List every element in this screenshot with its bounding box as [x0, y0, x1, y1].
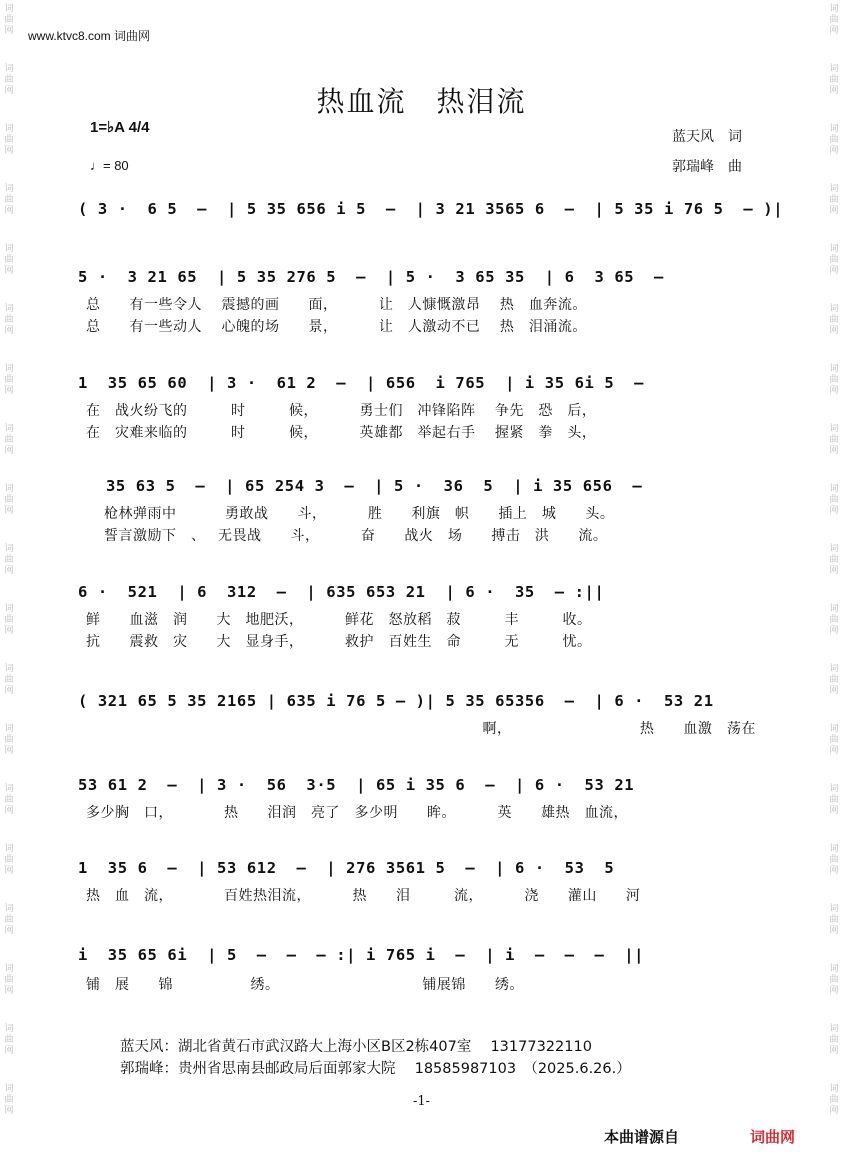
- watermark-glyph: 曲: [4, 375, 14, 385]
- watermark-glyph: 曲: [4, 1035, 14, 1045]
- watermark-glyph: 网: [829, 146, 839, 156]
- watermark-glyph: 词: [829, 1024, 839, 1034]
- watermark-glyph: 网: [4, 386, 14, 396]
- lyrics-verse-2: 誓言激励下 、 无畏战 斗， 奋 战火 场 搏击 洪 流。: [104, 528, 608, 544]
- watermark-glyph: 词: [829, 304, 839, 314]
- watermark-glyph: 词: [4, 964, 14, 974]
- watermark-glyph: 网: [4, 686, 14, 696]
- lyrics-verse-1: 铺 展 锦 绣。 铺展锦 绣。: [86, 977, 524, 993]
- watermark-glyph: 词: [4, 424, 14, 434]
- watermark-glyph: 曲: [829, 255, 839, 265]
- watermark-glyph: 词: [829, 124, 839, 134]
- watermark-glyph: 曲: [4, 495, 14, 505]
- watermark-glyph: 网: [829, 566, 839, 576]
- watermark-glyph: 词: [4, 1084, 14, 1094]
- notes: 1 35 6 – | 53 612 – | 276 3561 5 – | 6 · 53 5: [78, 859, 615, 877]
- page-number: -1-: [412, 1094, 431, 1109]
- watermark-glyph: 词: [829, 724, 839, 734]
- lyrics-verse-1: 啊， 热 血激 荡在: [86, 721, 756, 737]
- watermark-glyph: 词: [4, 304, 14, 314]
- notes: 1 35 65 60 | 3 · 61 2 – | 656 i 765 | i 35 6i 5 –: [78, 374, 645, 392]
- watermark-glyph: 曲: [829, 315, 839, 325]
- watermark-glyph: 曲: [829, 435, 839, 445]
- lyricist-credit: 蓝天风 词: [672, 129, 742, 145]
- watermark-glyph: 网: [829, 1106, 839, 1116]
- watermark-glyph: 网: [829, 926, 839, 936]
- watermark-glyph: 曲: [4, 255, 14, 265]
- watermark-glyph: 词: [4, 184, 14, 194]
- lyricist-address: 蓝天风：湖北省黄石市武汉路大上海小区B区2栋407室 13177322110: [120, 1039, 592, 1055]
- watermark-glyph: 词: [4, 664, 14, 674]
- watermark-glyph: 网: [4, 806, 14, 816]
- watermark-glyph: 网: [829, 686, 839, 696]
- composer-address: 郭瑞峰：贵州省思南县邮政局后面郭家大院 18585987103 （2025.6.26.）: [120, 1061, 631, 1077]
- watermark-glyph: 词: [829, 184, 839, 194]
- lyrics-verse-1: 鲜 血滋 润 大 地肥沃， 鲜花 怒放稻 菽 丰 收。: [86, 612, 592, 628]
- watermark-glyph: 曲: [4, 615, 14, 625]
- notes: 53 61 2 – | 3 · 56 3·5 | 65 i 35 6 – | 6 · 53 21: [78, 776, 635, 794]
- watermark-glyph: 曲: [4, 555, 14, 565]
- lyrics-verse-2: 抗 震救 灾 大 显身手， 救护 百姓生 命 无 忧。: [86, 634, 592, 650]
- watermark-glyph: 网: [4, 866, 14, 876]
- watermark-glyph: 词: [4, 484, 14, 494]
- notes: ( 3 · 6 5 – | 5 35 656 i 5 – | 3 21 3565 6 – | 5 35 i 76 5 – )|: [78, 200, 784, 218]
- watermark-glyph: 词: [829, 484, 839, 494]
- watermark-glyph: 网: [4, 266, 14, 276]
- watermark-glyph: 网: [4, 206, 14, 216]
- watermark-glyph: 网: [4, 326, 14, 336]
- watermark-glyph: 词: [829, 64, 839, 74]
- watermark-glyph: 词: [4, 724, 14, 734]
- watermark-glyph: 曲: [4, 75, 14, 85]
- notes: i 35 65 6i | 5 – – – :| i 765 i – | i – – – ||: [78, 946, 645, 964]
- watermark-glyph: 网: [829, 986, 839, 996]
- watermark-right: [827, 0, 841, 1172]
- watermark-glyph: 网: [829, 86, 839, 96]
- watermark-glyph: 网: [4, 626, 14, 636]
- watermark-glyph: 网: [4, 506, 14, 516]
- watermark-glyph: 网: [829, 326, 839, 336]
- watermark-glyph: 网: [4, 746, 14, 756]
- watermark-glyph: 曲: [4, 1095, 14, 1105]
- watermark-glyph: 网: [4, 146, 14, 156]
- watermark-glyph: 曲: [829, 675, 839, 685]
- watermark-glyph: 曲: [4, 135, 14, 145]
- watermark-glyph: 曲: [829, 855, 839, 865]
- watermark-glyph: 曲: [4, 675, 14, 685]
- watermark-glyph: 词: [4, 64, 14, 74]
- watermark-glyph: 网: [4, 566, 14, 576]
- watermark-glyph: 曲: [829, 915, 839, 925]
- watermark-glyph: 网: [829, 266, 839, 276]
- watermark-glyph: 网: [829, 506, 839, 516]
- source-label: 本曲谱源自: [604, 1128, 680, 1146]
- watermark-glyph: 曲: [4, 795, 14, 805]
- watermark-glyph: 词: [829, 424, 839, 434]
- watermark-glyph: 网: [829, 866, 839, 876]
- watermark-glyph: 曲: [829, 15, 839, 25]
- watermark-glyph: 曲: [829, 735, 839, 745]
- watermark-glyph: 网: [829, 206, 839, 216]
- watermark-glyph: 曲: [4, 855, 14, 865]
- watermark-glyph: 曲: [4, 15, 14, 25]
- watermark-glyph: 词: [829, 544, 839, 554]
- watermark-glyph: 词: [4, 544, 14, 554]
- lyrics-verse-1: 枪林弹雨中 勇敢战 斗， 胜 利旗 帜 插上 城 头。: [104, 506, 615, 522]
- tempo-marking: ♩= 80: [90, 158, 129, 173]
- watermark-glyph: 词: [4, 1024, 14, 1034]
- watermark-glyph: 曲: [4, 975, 14, 985]
- watermark-glyph: 网: [829, 806, 839, 816]
- watermark-glyph: 曲: [4, 435, 14, 445]
- watermark-glyph: 曲: [4, 735, 14, 745]
- site-url[interactable]: www.ktvc8.com 词曲网: [28, 29, 151, 43]
- watermark-glyph: 曲: [829, 1095, 839, 1105]
- watermark-glyph: 词: [829, 964, 839, 974]
- watermark-glyph: 曲: [4, 195, 14, 205]
- watermark-glyph: 词: [4, 124, 14, 134]
- watermark-glyph: 词: [829, 604, 839, 614]
- watermark-glyph: 词: [829, 844, 839, 854]
- lyrics-verse-2: 总 有一些动人 心魄的场 景， 让 人激动不已 热 泪涌流。: [86, 319, 587, 335]
- composer-credit: 郭瑞峰 曲: [672, 159, 742, 175]
- watermark-glyph: 网: [4, 446, 14, 456]
- watermark-glyph: 曲: [829, 555, 839, 565]
- lyrics-verse-1: 在 战火纷飞的 时 候， 勇士们 冲锋陷阵 争先 恐 后，: [86, 403, 597, 419]
- watermark-glyph: 网: [829, 386, 839, 396]
- watermark-glyph: 曲: [829, 375, 839, 385]
- watermark-glyph: 网: [829, 1046, 839, 1056]
- watermark-glyph: 网: [829, 626, 839, 636]
- watermark-glyph: 网: [4, 1106, 14, 1116]
- watermark-glyph: 曲: [4, 915, 14, 925]
- brand-logo[interactable]: 词曲网: [750, 1128, 796, 1146]
- watermark-glyph: 词: [4, 4, 14, 14]
- notes: 5 · 3 21 65 | 5 35 276 5 – | 5 · 3 65 35 | 6 3 65 –: [78, 268, 664, 286]
- watermark-glyph: 曲: [829, 795, 839, 805]
- lyrics-verse-1: 多少胸 口， 热 泪润 亮了 多少明 眸。 英 雄热 血流，: [86, 805, 628, 821]
- notes: 6 · 521 | 6 312 – | 635 653 21 | 6 · 35 – :||: [78, 583, 605, 601]
- watermark-glyph: 曲: [829, 195, 839, 205]
- watermark-glyph: 曲: [4, 315, 14, 325]
- watermark-glyph: 网: [4, 1046, 14, 1056]
- watermark-glyph: 词: [4, 364, 14, 374]
- watermark-glyph: 网: [829, 26, 839, 36]
- watermark-glyph: 网: [4, 926, 14, 936]
- notes: 35 63 5 – | 65 254 3 – | 5 · 36 5 | i 35 656 –: [106, 477, 643, 495]
- watermark-glyph: 曲: [829, 615, 839, 625]
- watermark-left: [2, 0, 16, 1172]
- watermark-glyph: 词: [4, 604, 14, 614]
- notes: ( 321 65 5 35 2165 | 635 i 76 5 – )| 5 35 65356 – | 6 · 53 21: [78, 692, 714, 710]
- watermark-glyph: 网: [4, 26, 14, 36]
- watermark-glyph: 曲: [829, 975, 839, 985]
- watermark-glyph: 曲: [829, 75, 839, 85]
- watermark-glyph: 曲: [829, 495, 839, 505]
- lyrics-verse-1: 总 有一些令人 震撼的画 面， 让 人慷慨激昂 热 血奔流。: [86, 297, 587, 313]
- watermark-glyph: 词: [4, 784, 14, 794]
- song-title: 热血流 热泪流: [316, 85, 527, 118]
- watermark-glyph: 网: [4, 986, 14, 996]
- watermark-glyph: 词: [829, 904, 839, 914]
- lyrics-verse-2: 在 灾难来临的 时 候， 英雄都 举起右手 握紧 拳 头，: [86, 425, 597, 441]
- watermark-glyph: 网: [4, 86, 14, 96]
- watermark-glyph: 词: [829, 1084, 839, 1094]
- watermark-glyph: 词: [829, 244, 839, 254]
- watermark-glyph: 词: [4, 844, 14, 854]
- watermark-glyph: 词: [829, 4, 839, 14]
- watermark-glyph: 曲: [829, 1035, 839, 1045]
- watermark-glyph: 词: [829, 364, 839, 374]
- key-signature: 1=♭A 4/4: [90, 119, 150, 136]
- watermark-glyph: 网: [829, 446, 839, 456]
- watermark-glyph: 词: [829, 784, 839, 794]
- lyrics-verse-1: 热 血 流， 百姓热泪流， 热 泪 流， 浇 灌山 河: [86, 888, 641, 904]
- watermark-glyph: 词: [829, 664, 839, 674]
- watermark-glyph: 网: [829, 746, 839, 756]
- watermark-glyph: 词: [4, 904, 14, 914]
- watermark-glyph: 词: [4, 244, 14, 254]
- watermark-glyph: 曲: [829, 135, 839, 145]
